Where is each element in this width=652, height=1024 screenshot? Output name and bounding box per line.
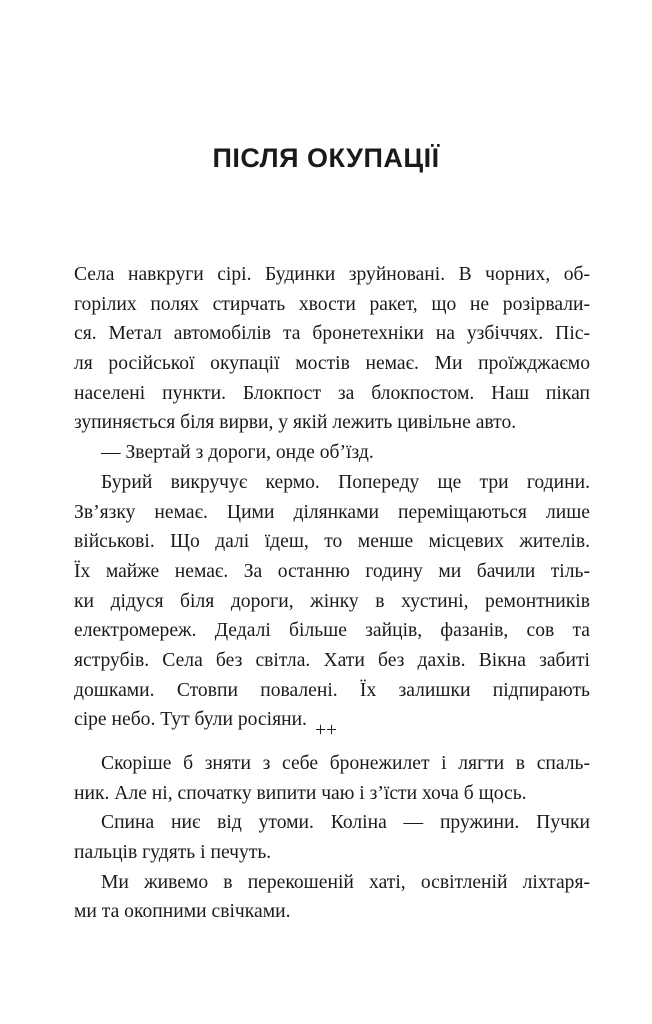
text-line: дошками. Стовпи повалені. Їх залишки підпирають [74,679,590,701]
dialogue-line: — Звертай з дороги, онде об’їзд. [101,442,374,464]
text-line: горілих полях стирчать хвости ракет, що не розірвали- [74,293,590,315]
text-line: населені пункти. Блокпост за блокпостом. Наш пікап [74,382,590,404]
text-line: сіре небо. Тут були росіяни. [74,709,307,731]
text-line: Їх майже немає. За останню годину ми бачили тіль- [74,560,590,582]
text-line: Бурий викручує кермо. Попереду ще три години. [101,471,590,493]
text-line: зупиняється біля вирви, у якій лежить цивільне авто. [74,412,517,434]
text-line: Ми живемо в перекошеній хаті, освітленій ліхтаря- [101,871,590,893]
chapter-title: ПІСЛЯ ОКУПАЦІЇ [212,143,440,173]
text-line: яструбів. Села без світла. Хати без дахів. Вікна забиті [74,649,590,671]
text-line: ник. Але ні, спочатку випити чаю і з’їсти хоча б щось. [74,782,527,804]
text-line: Спина ниє від утоми. Коліна — пружини. Пучки [101,812,590,834]
text-line: ми та окопними свічками. [74,901,291,923]
text-line: Скоріше б зняти з себе бронежилет і лягти в спаль- [101,753,590,774]
section-2-text [74,749,590,927]
text-line: Зв’язку немає. Цими ділянками переміщаються лише [74,501,590,523]
section-separator: ++ [314,720,338,741]
text-line: ля російської окупації мостів немає. Ми проїжджаємо [74,353,590,375]
text-line: військові. Що далі їдеш, то менше місцевих жителів. [74,531,590,553]
section-1-text [74,260,590,735]
text-line: ки дідуся біля дороги, жінку в хустині, ремонтників [74,590,590,612]
text-line: ся. Метал автомобілів та бронетехніки на узбіччях. Піс- [74,323,590,345]
text-line: електромереж. Дедалі більше зайців, фазанів, сов та [74,620,590,642]
text-line: Села навкруги сірі. Будинки зруйновані. В чорних, об- [74,264,590,285]
text-line: пальців гудять і печуть. [74,842,272,864]
